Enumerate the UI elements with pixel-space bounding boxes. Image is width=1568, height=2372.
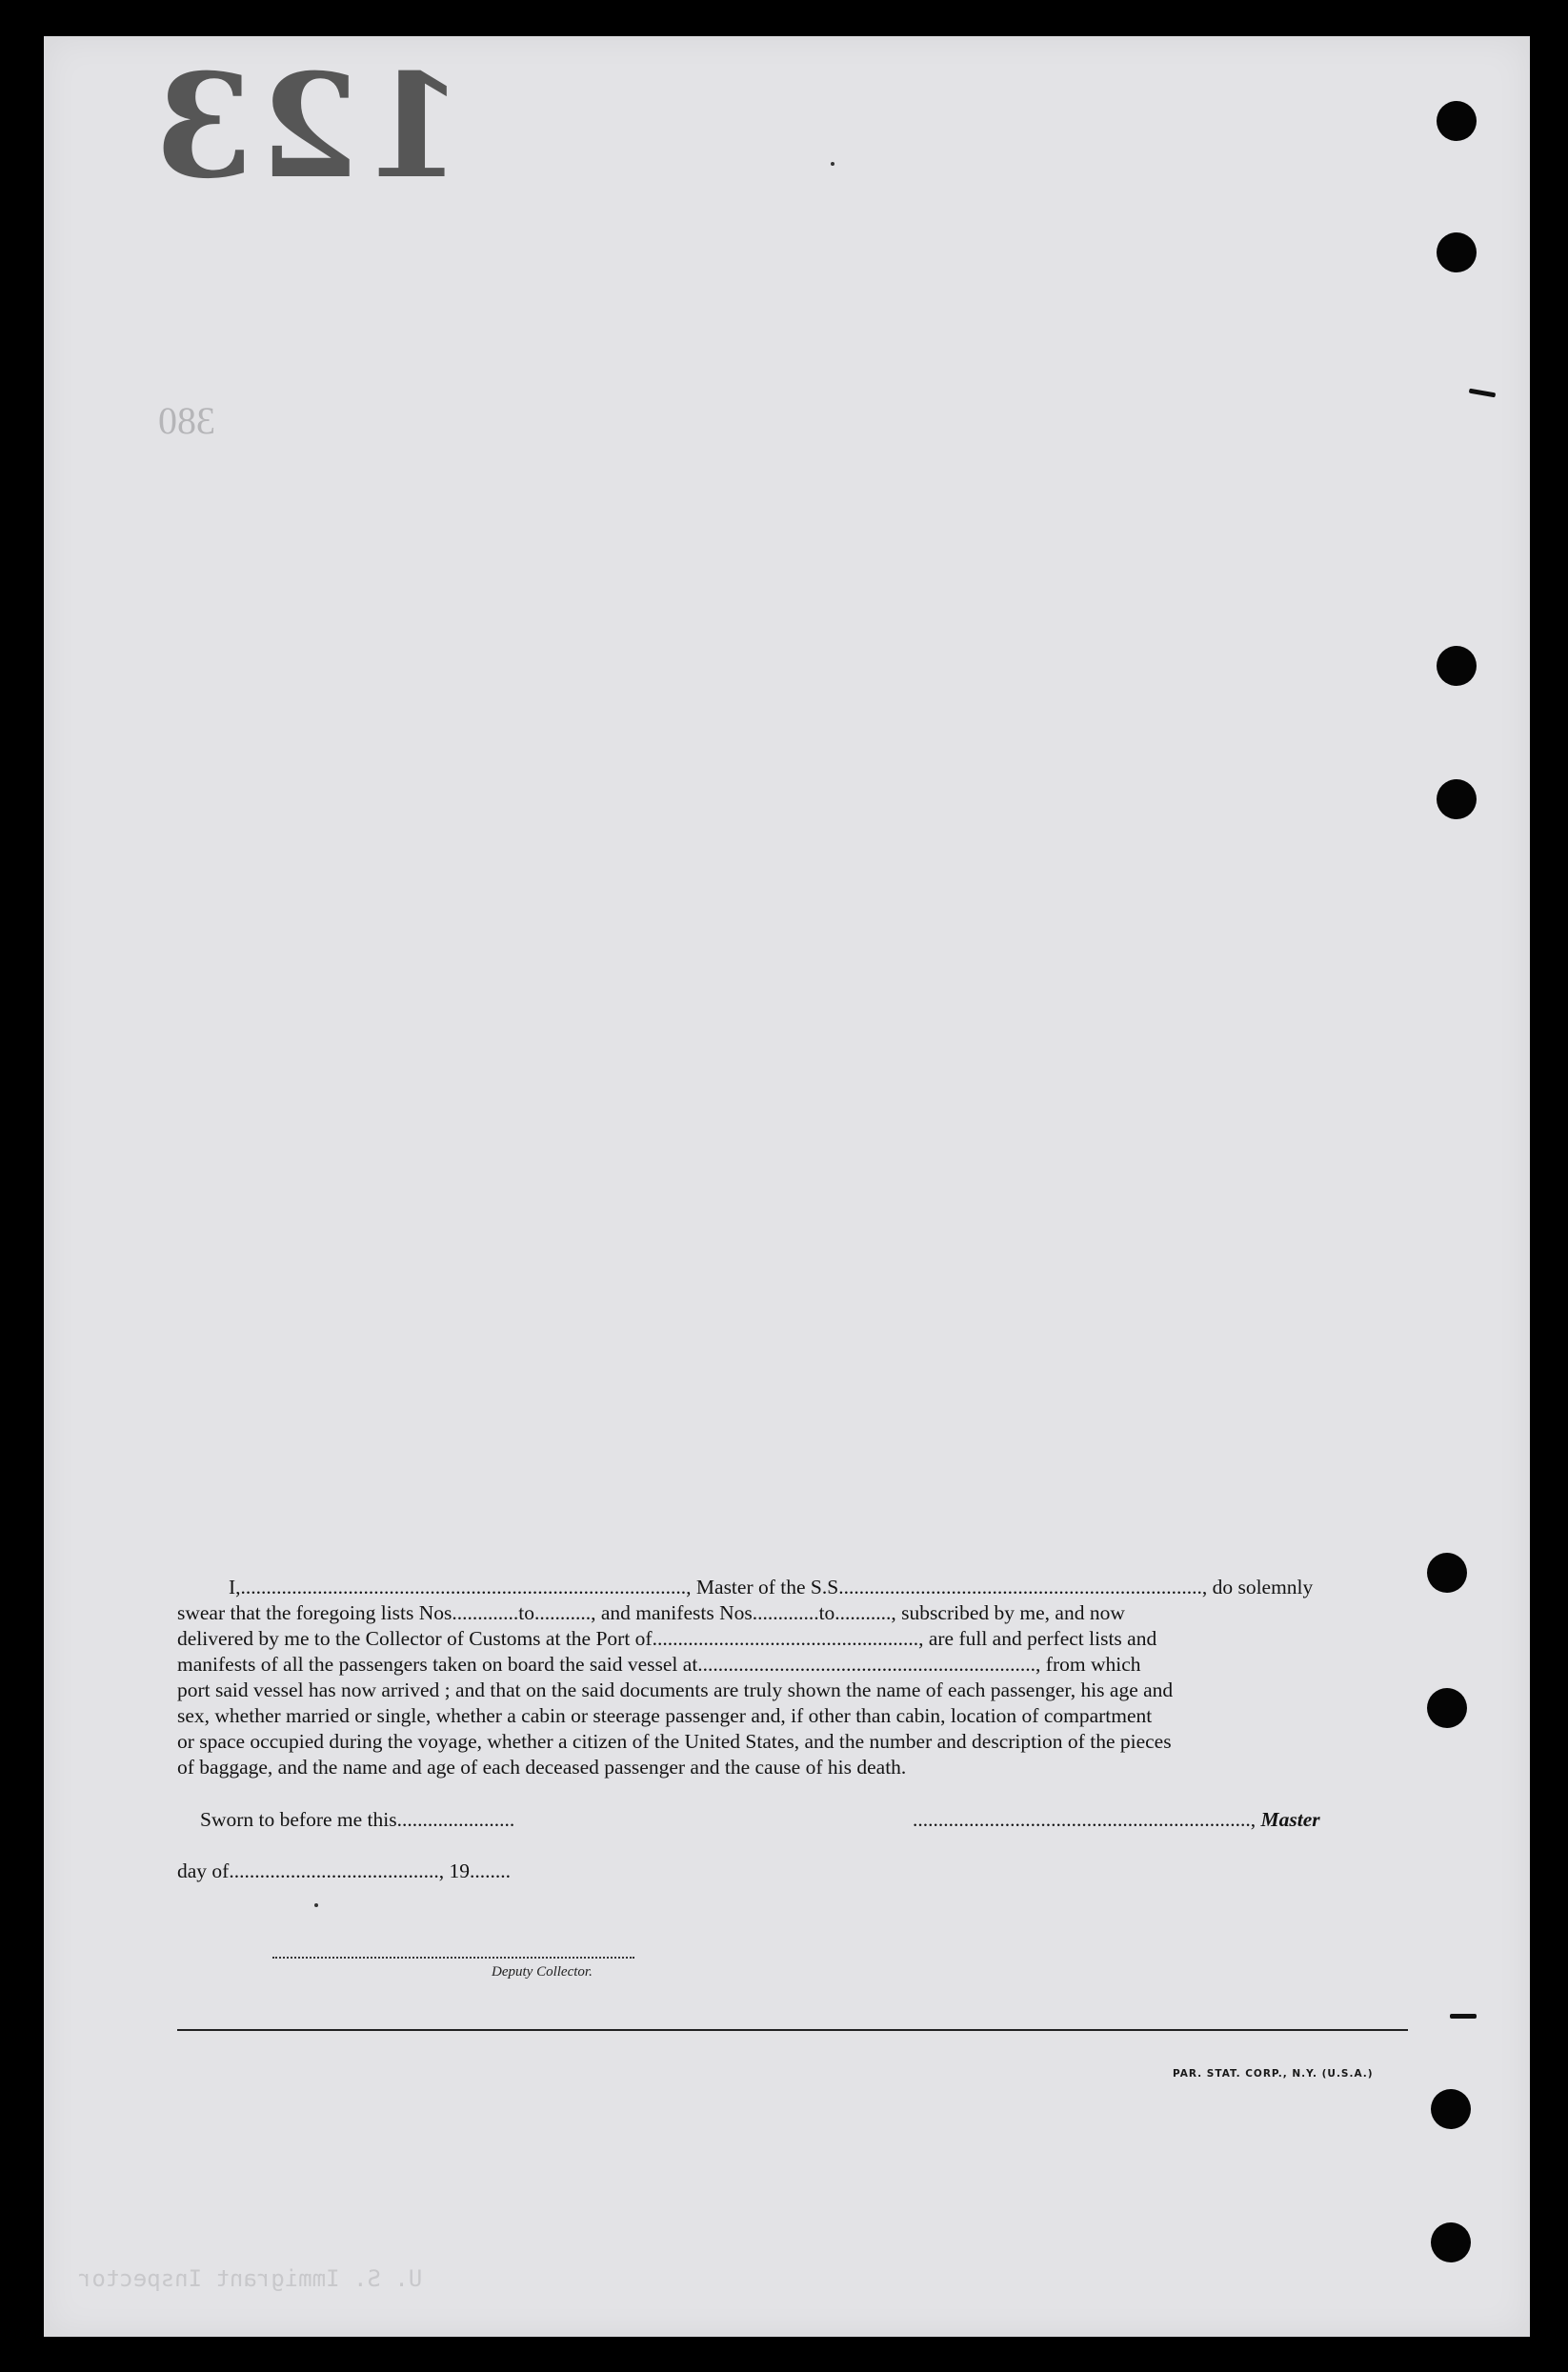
speck-mark	[314, 1903, 318, 1907]
binder-hole-icon	[1437, 646, 1477, 686]
binder-hole-icon	[1427, 1553, 1467, 1593]
printer-imprint: PAR. STAT. CORP., N.Y. (U.S.A.)	[1173, 2068, 1374, 2080]
binder-hole-icon	[1437, 779, 1477, 819]
footer-rule	[177, 2029, 1408, 2031]
oath-line: delivered by me to the Collector of Customs at the Port of...................................................., are full and perfect lists and	[177, 1627, 1157, 1650]
oath-line: manifests of all the passengers taken on board the said vessel at.................................................................., from which	[177, 1653, 1141, 1676]
binder-hole-icon	[1427, 1688, 1467, 1728]
deputy-signature-line	[272, 1957, 634, 1959]
deputy-collector-label: Deputy Collector.	[492, 1964, 593, 1980]
binder-hole-icon	[1437, 101, 1477, 141]
master-label: Master	[1260, 1808, 1320, 1831]
bleed-through-number: 380	[158, 399, 215, 442]
binder-hole-icon	[1431, 2089, 1471, 2129]
master-signature-dots: ..................................................................,	[913, 1808, 1256, 1831]
oath-line: of baggage, and the name and age of each deceased passenger and the cause of his death.	[177, 1756, 907, 1779]
master-signature-line	[913, 1808, 1320, 1832]
oath-line: port said vessel has now arrived ; and that on the said documents are truly shown the name of each passenger, his age and	[177, 1678, 1174, 1701]
oath-line: swear that the foregoing lists Nos.............to..........., and manifests Nos.............to..........., subscribed by me, and now	[177, 1601, 1125, 1624]
sworn-before-line: Sworn to before me this.......................	[200, 1808, 515, 1831]
edge-mark-icon	[1469, 389, 1496, 398]
oath-line: I,......................................................................................., Master of the S.S......................................................................., do solemnly	[229, 1576, 1314, 1598]
day-of-line: day of........................................., 19........	[177, 1859, 511, 1882]
oath-line: sex, whether married or single, whether a cabin or steerage passenger and, if other than cabin, location of compartment	[177, 1704, 1153, 1727]
master-oath-paragraph	[177, 1575, 1408, 1780]
speck-mark	[831, 162, 834, 166]
binder-hole-icon	[1431, 2222, 1471, 2262]
oath-line: or space occupied during the voyage, whether a citizen of the United States, and the number and description of the pieces	[177, 1730, 1172, 1753]
page-number-stamp: 123	[149, 43, 465, 211]
bleed-through-text: U. S. Immigrant Inspector	[78, 2265, 423, 2292]
edge-mark-icon	[1450, 2014, 1477, 2019]
manifest-back-page	[44, 36, 1530, 2337]
binder-hole-icon	[1437, 232, 1477, 272]
